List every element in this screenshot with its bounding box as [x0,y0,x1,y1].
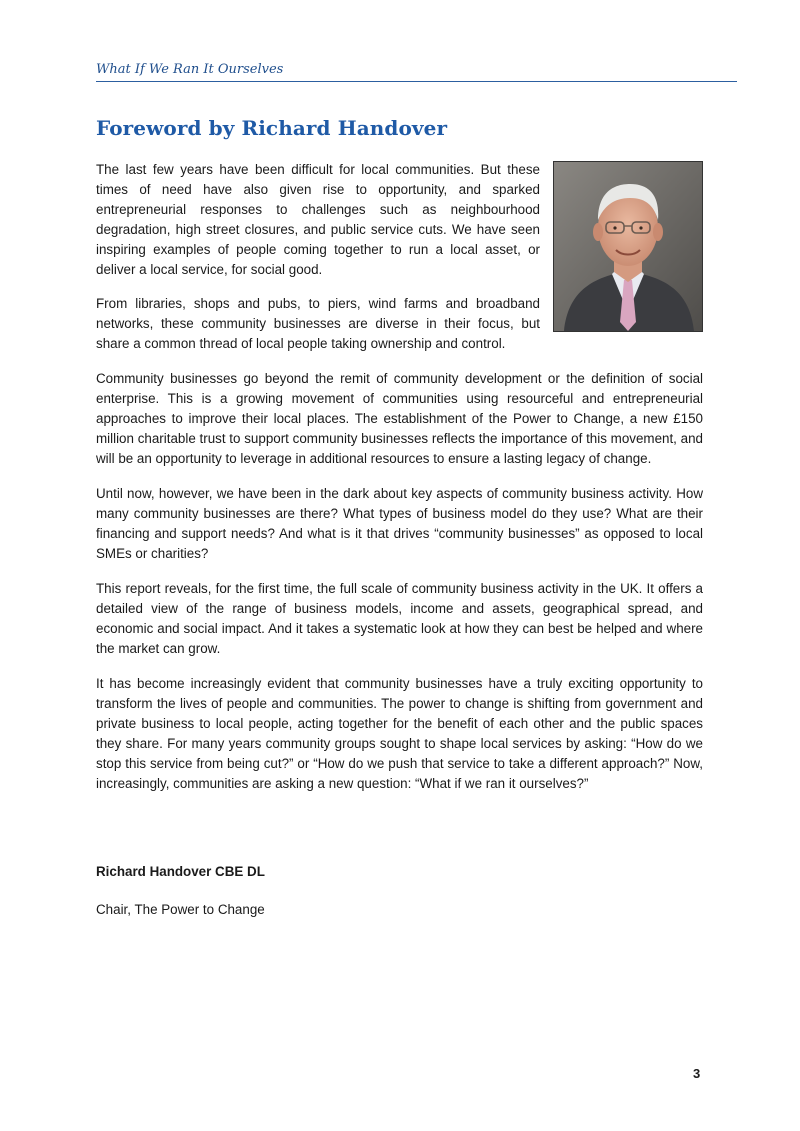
paragraph-3: Community businesses go beyond the remit of community development or the definition of social enterprise. This is a growing movement of communities using resourceful and entrepreneurial approaches to improve their local places. The establishment of the Power to Change, a new £150 million charitable trust to support community businesses reflects the importance of this movement, and will be an opportunity to leverage in additional resources to ensure a lasting legacy of change. [96,371,703,466]
signature-role: Chair, The Power to Change [96,902,265,917]
paragraph-5: This report reveals, for the first time, the full scale of community business activity in the UK. It offers a detailed view of the range of business models, income and assets, geographical spread, and economic and social impact. And it takes a systematic look at how they can best be helped and where the market can grow. [96,581,703,656]
page-number: 3 [693,1066,701,1081]
running-header: What If We Ran It Ourselves [96,62,284,77]
signature-name: Richard Handover CBE DL [96,864,265,879]
header-rule [96,81,737,82]
paragraph-2: From libraries, shops and pubs, to piers, wind farms and broadband networks, these community businesses are diverse in their focus, but share a common thread of local people taking ownership and control. [96,296,540,351]
portrait-photo [553,161,703,332]
paragraph-4: Until now, however, we have been in the dark about key aspects of community business activity. How many community businesses are there? What types of business model do they use? What are their financing and support needs? And what is it that drives “community businesses” as opposed to local SMEs or charities? [96,486,703,561]
paragraph-6: It has become increasingly evident that community businesses have a truly exciting opportunity to transform the lives of people and communities. The power to change is shifting from government and private business to local people, acting together for the benefit of each other and the public spaces they share. For many years community groups sought to shape local services by asking: “How do we stop this service from being cut?” or “How do we push that service to take a different approach?” Now, increasingly, communities are asking a new question: “What if we ran it ourselves?” [96,676,703,791]
page-title: Foreword by Richard Handover [96,116,448,140]
paragraph-1: The last few years have been difficult for local communities. But these times of need have also given rise to opportunity, and sparked entrepreneurial responses to challenges such as neighbourhood degradation, high street closures, and public service cuts. We have seen inspiring examples of people coming together to run a local asset, or deliver a local service, for social good. [96,162,540,277]
